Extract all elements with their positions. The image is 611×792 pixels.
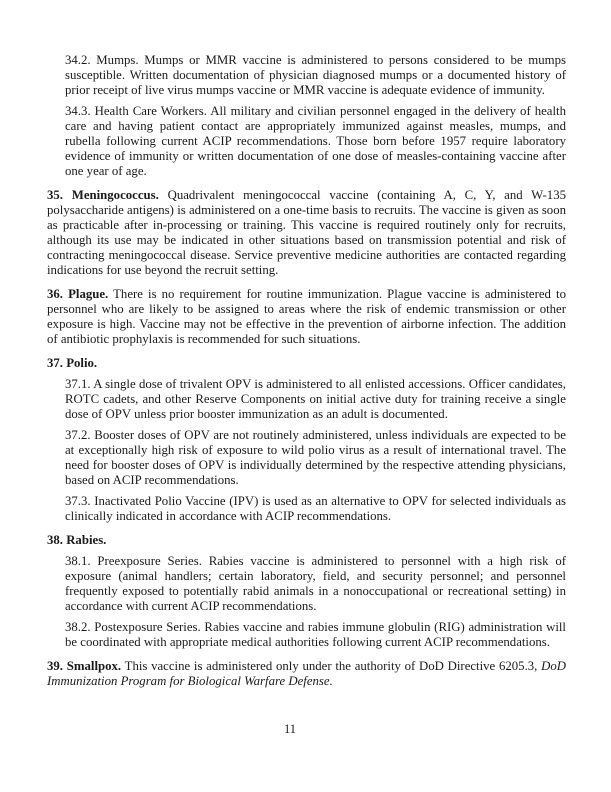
paragraph-text: 38.2. Postexposure Series. Rabies vaccine and rabies immune globulin (RIG) administration will be coordinated with appropriate medical authorities following current ACIP recommendations. [65, 620, 566, 649]
paragraph-34-2 [65, 53, 566, 98]
paragraph-text: 34.2. Mumps. Mumps or MMR vaccine is administered to persons considered to be mumps susceptible. Written documentation of physician diagnosed mumps or a documented history of prior receipt of live virus mumps vaccine or MMR vaccine is adequate evidence of immunity. [65, 53, 566, 97]
paragraph-text: 37.1. A single dose of trivalent OPV is administered to all enlisted accessions. Officer candidates, ROTC cadets, and other Reserve Components on initial active duty for training receive a single dose of OPV unless prior booster immunization as an adult is documented. [65, 377, 566, 421]
paragraph-text: 37.2. Booster doses of OPV are not routinely administered, unless individuals are expected to be at exceptionally high risk of exposure to wild polio virus as a result of international travel. The need for booster doses of OPV is individually determined by the respective attending physicians, based on ACIP recommendations. [65, 428, 566, 487]
paragraph-text: 37.3. Inactivated Polio Vaccine (IPV) is used as an alternative to OPV for selected individuals as clinically indicated in accordance with ACIP recommendations. [65, 494, 566, 523]
paragraph-text: 38.1. Preexposure Series. Rabies vaccine is administered to personnel with a high risk of exposure (animal handlers; certain laboratory, field, and security personnel; and personnel frequently exposed to potentially rabid animals in a nonoccupational or recreational setting) in accordance with current ACIP recommendations. [65, 554, 566, 613]
paragraph-37-2 [65, 428, 566, 488]
paragraph-37-polio [47, 356, 566, 371]
paragraph-38-1 [65, 554, 566, 614]
section-heading: 36. Plague. [47, 287, 109, 301]
paragraph-39-smallpox [47, 659, 566, 689]
paragraph-35-meningococcus [47, 188, 566, 278]
section-heading: 35. Meningococcus. [47, 188, 159, 202]
paragraph-text: 34.3. Health Care Workers. All military and civilian personnel engaged in the delivery of health care and having patient contact are appropriately immunized against measles, mumps, and rubella following current ACIP recommendations. Those born before 1957 require laboratory evidence of immunity or written documentation of one dose of measles-containing vaccine after one year of age. [65, 104, 566, 178]
paragraph-37-1 [65, 377, 566, 422]
paragraph-34-3 [65, 104, 566, 179]
paragraph-text: This vaccine is administered only under the authority of DoD Directive 6205.3, [121, 659, 542, 673]
paragraph-38-rabies [47, 533, 566, 548]
document-title-italic: DoD Immunization Program for Biological Warfare Defense. [47, 659, 566, 688]
paragraph-text: Quadrivalent meningococcal vaccine (containing A, C, Y, and W-135 polysaccharide antigens) is administered on a one-time basis to recruits. The vaccine is given as soon as practicable after in-processing or training. This vaccine is required routinely only for recruits, although its use may be indicated in other situations based on transmission potential and risk of contracting meningococcal disease. Service preventive medicine authorities are contacted regarding indications for use beyond the recruit setting. [47, 188, 566, 277]
paragraph-37-3 [65, 494, 566, 524]
section-heading: 38. Rabies. [47, 533, 107, 547]
paragraph-38-2 [65, 620, 566, 650]
document-body [47, 53, 566, 695]
paragraph-text: There is no requirement for routine immunization. Plague vaccine is administered to personnel who are likely to be assigned to areas where the risk of endemic transmission or other exposure is high. Vaccine may not be effective in the prevention of airborne infection. The addition of antibiotic prophylaxis is recommended for such situations. [47, 287, 566, 346]
paragraph-36-plague [47, 287, 566, 347]
section-heading: 37. Polio. [47, 356, 98, 370]
page-number: 11 [283, 722, 297, 736]
section-heading: 39. Smallpox. [47, 659, 122, 673]
